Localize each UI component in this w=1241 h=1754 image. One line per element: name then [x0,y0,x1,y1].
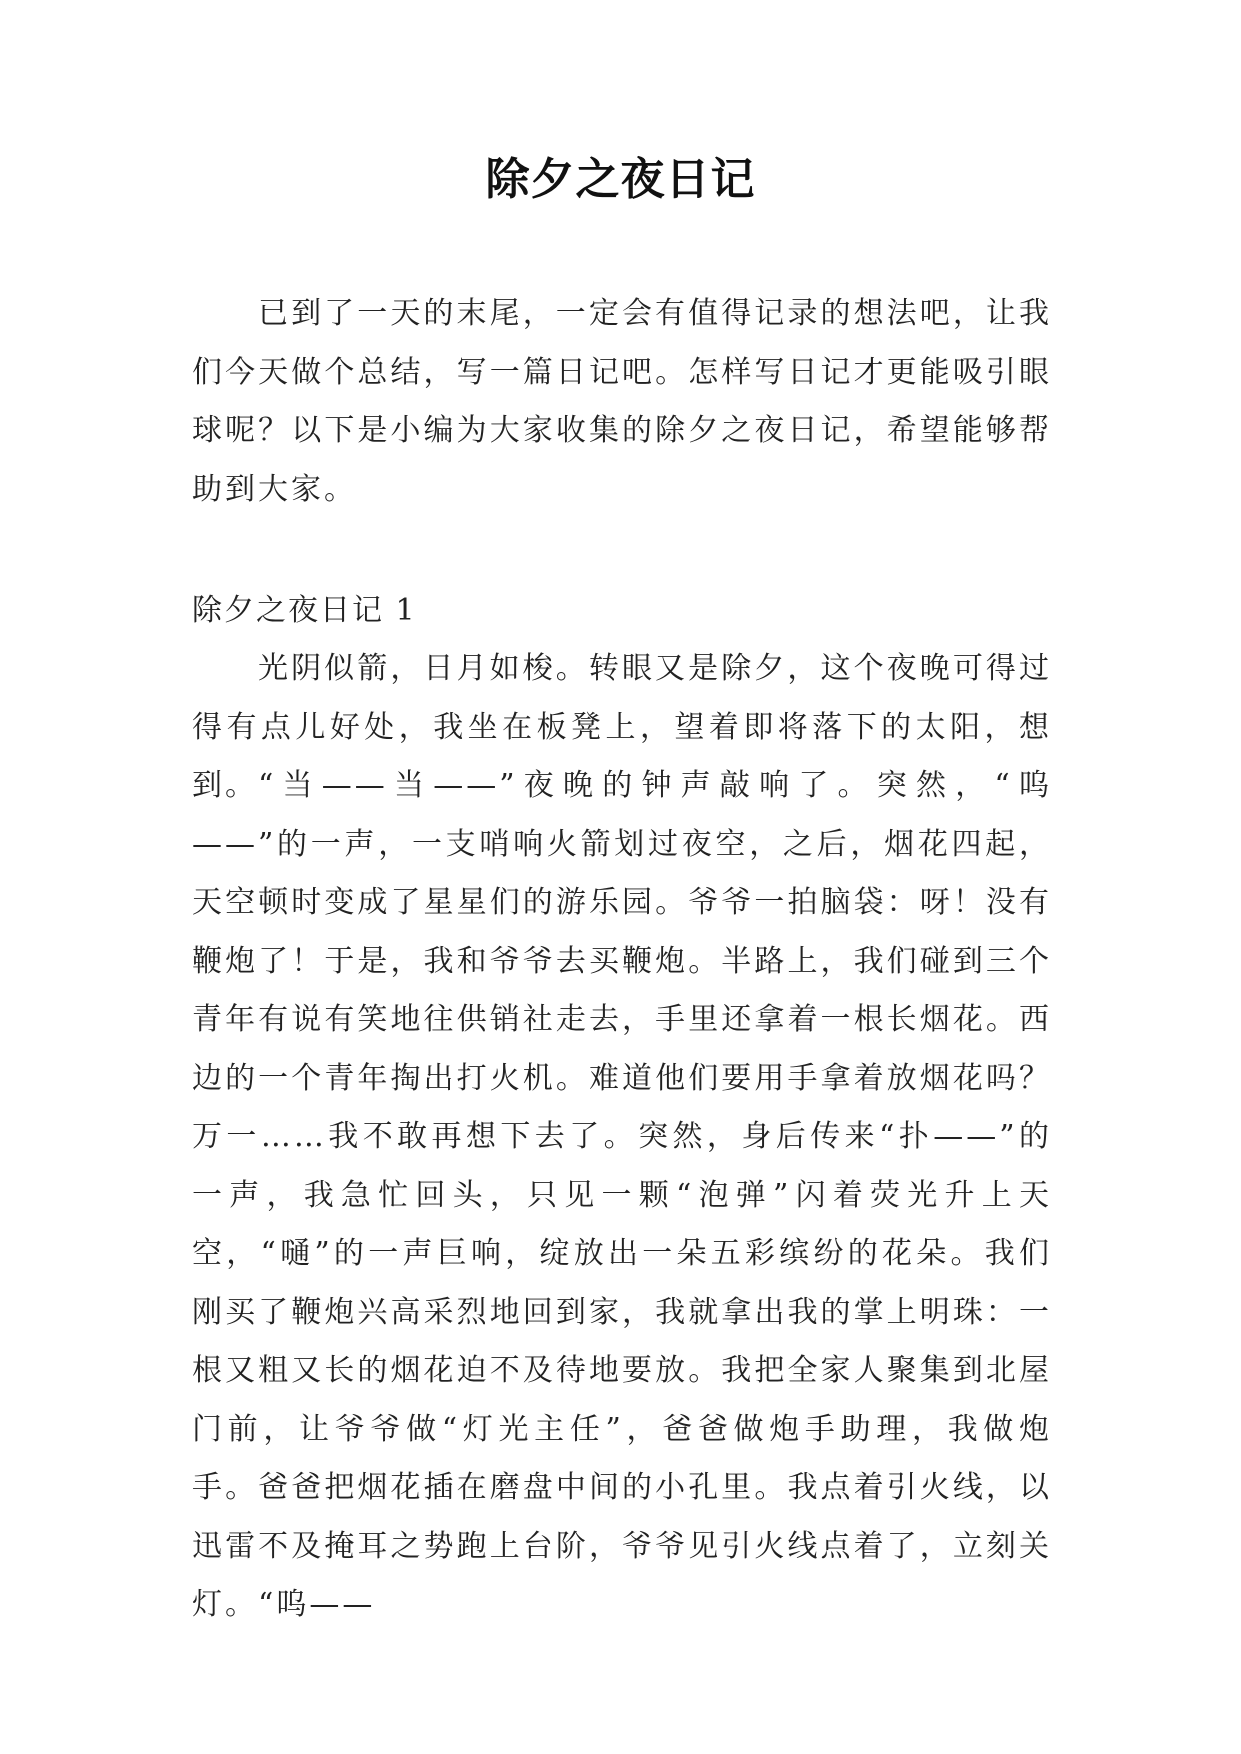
document-title: 除夕之夜日记 [485,154,756,205]
intro-paragraph: 已到了一天的末尾，一定会有值得记录的想法吧，让我们今天做个总结，写一篇日记吧。怎样写日记才更能吸引眼球呢？以下是小编为大家收集的除夕之夜日记，希望能够帮助到大家。 [192,296,1052,507]
body-paragraph-1: 光阴似箭，日月如梭。转眼又是除夕，这个夜晚可得过得有点儿好处，我坐在板凳上，望着即将落下的太阳，想到。 [192,651,1052,803]
section-heading: 除夕之夜日记 1 [192,593,417,628]
body-paragraph-2: “当——当——”夜晚的钟声敲响了。突然，“呜——”的一声，一支哨响火箭划过夜空，之后，烟花四起，天空顿时变成了星星们的游乐园。爷爷一拍脑袋：呀！没有鞭炮了！于是，我和爷爷去买鞭炮。半路上，我们碰到三个青年有说有笑地往供销社走去，手里还拿着一根长烟花。西边的一个青年掏出打火机。难道他们要用手拿着放烟花吗？万一……我不敢再想下去了。突然，身后传来“扑——”的一声，我急忙回头，只见一颗“泡弹”闪着荧光升上天空，“嗵”的一声巨响，绽放出一朵五彩缤纷的花朵。我们刚买了鞭炮兴高采烈地回到家，我就拿出我的掌上明珠：一根又粗又长的烟花迫不及待地要放。我把全家人聚集到北屋门前，让爷爷做“灯光主任”，爸爸做炮手助理，我做炮手。爸爸把烟花插在磨盘中间的小孔里。我点着引火线，以迅雷不及掩耳之势跑上台阶，爷爷见引火线点着了，立刻关灯。“呜—— [192,768,1052,1622]
